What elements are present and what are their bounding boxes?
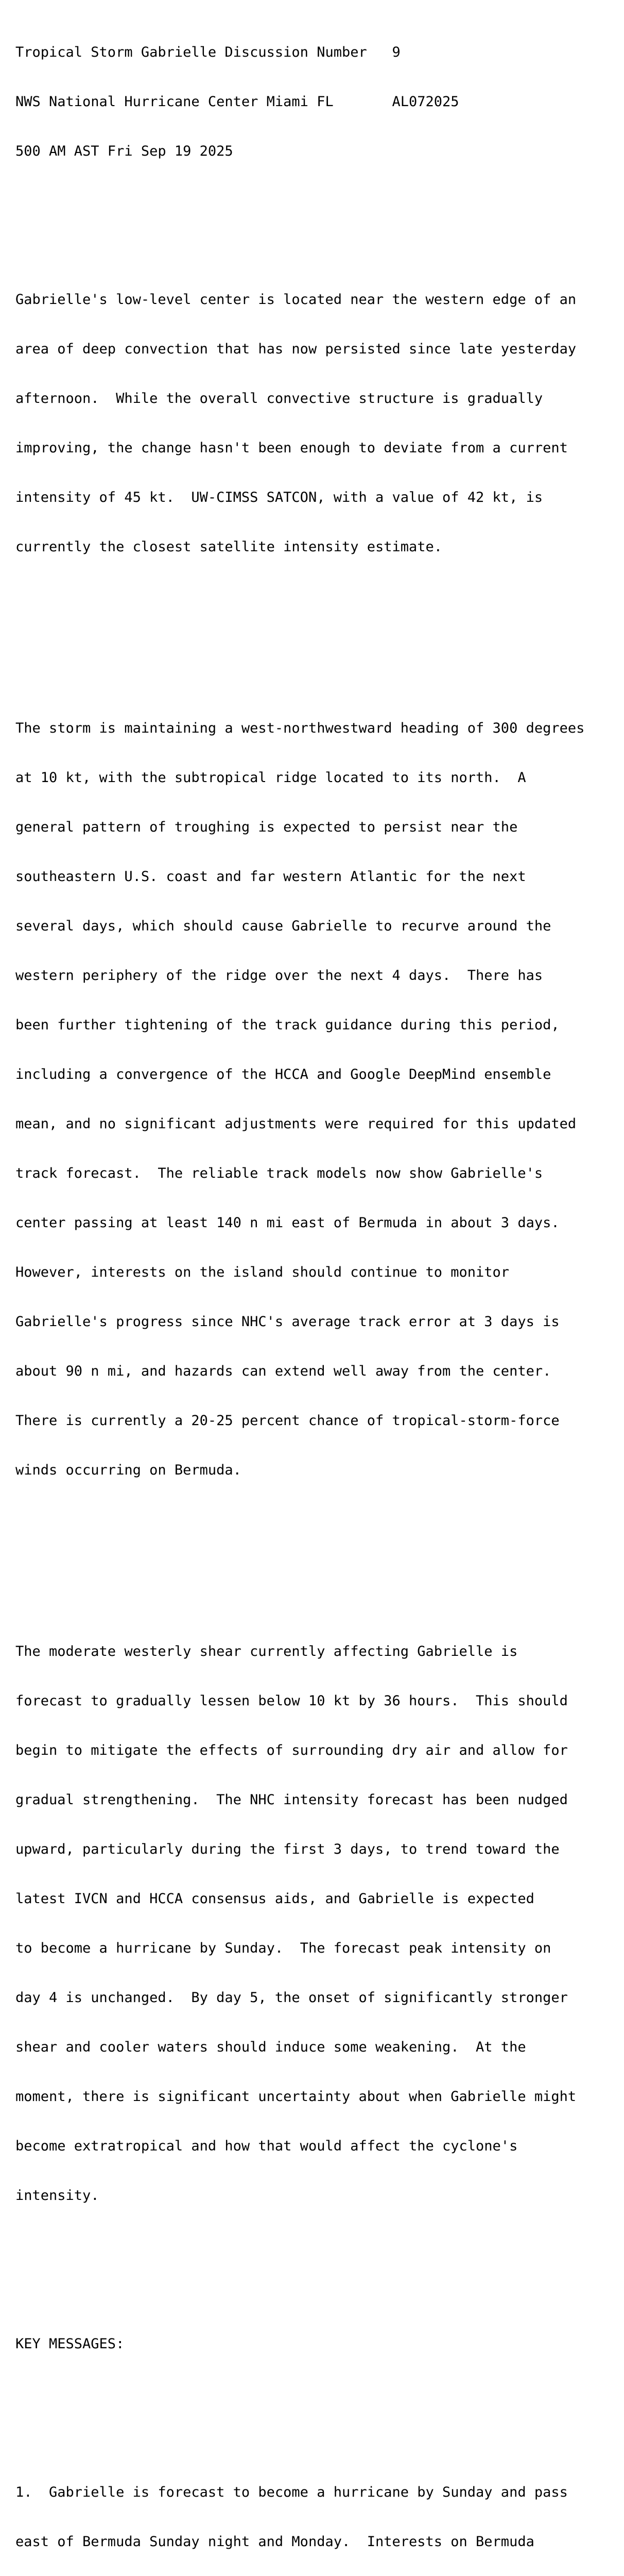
text-line: track forecast. The reliable track models now show Gabrielle's [15,1165,543,1181]
text-line: The storm is maintaining a west-northwestward heading of 300 degrees [15,720,585,736]
text-line: several days, which should cause Gabrielle to recurve around the [15,918,551,934]
blank-line [15,621,584,638]
text-line: latest IVCN and HCCA consensus aids, and Gabrielle is expected [15,1891,534,1907]
text-line: Gabrielle's progress since NHC's average track error at 3 days is [15,1314,560,1330]
text-line: center passing at least 140 n mi east of Bermuda in about 3 days. [15,1215,560,1231]
text-line: shear and cooler waters should induce some weakening. At the [15,2039,526,2055]
blank-line [15,2270,584,2286]
text-line: at 10 kt, with the subtropical ridge located to its north. A [15,770,526,786]
text-line: southeastern U.S. coast and far western Atlantic for the next [15,869,526,885]
text-line: day 4 is unchanged. By day 5, the onset of significantly stronger [15,1990,568,2006]
blank-line [15,1545,584,1561]
text-line: improving, the change hasn't been enough to deviate from a current [15,440,568,456]
paragraph-intensity-forecast [15,1611,584,2237]
text-line: western periphery of the ridge over the next 4 days. There has [15,968,543,984]
text-line: about 90 n mi, and hazards can extend well away from the center. [15,1363,551,1379]
key-message-1 [15,2451,584,2576]
text-line: east of Bermuda Sunday night and Monday. Interests on Bermuda [15,2534,534,2550]
text-line: upward, particularly during the first 3 days, to trend toward the [15,1841,560,1857]
blank-line [15,2385,584,2402]
issue-time: 500 AM AST Fri Sep 19 2025 [15,143,233,159]
paragraph-track [15,687,584,1512]
text-line: Gabrielle's low-level center is located near the western edge of an [15,292,577,308]
key-messages-heading: KEY MESSAGES: [15,2336,125,2352]
text-line: forecast to gradually lessen below 10 kt by 36 hours. This should [15,1693,568,1709]
text-line: winds occurring on Bermuda. [15,1462,241,1478]
text-line: The moderate westerly shear currently affecting Gabrielle is [15,1643,518,1659]
text-line: become extratropical and how that would affect the cyclone's [15,2138,518,2154]
text-line: begin to mitigate the effects of surrounding dry air and allow for [15,1742,568,1758]
text-line: area of deep convection that has now persisted since late yesterday [15,341,577,357]
text-line: However, interests on the island should continue to monitor [15,1264,510,1280]
text-line: afternoon. While the overall convective structure is gradually [15,391,543,406]
text-line: currently the closest satellite intensity estimate. [15,539,443,555]
text-line: intensity. [15,2188,99,2204]
text-line: including a convergence of the HCCA and Google DeepMind ensemble [15,1066,551,1082]
blank-line [15,193,584,209]
text-line: moment, there is significant uncertainty about when Gabrielle might [15,2089,577,2105]
text-line: general pattern of troughing is expected to persist near the [15,819,518,835]
text-line: gradual strengthening. The NHC intensity forecast has been nudged [15,1792,568,1808]
text-line: been further tightening of the track guidance during this period, [15,1017,560,1033]
text-line: intensity of 45 kt. UW-CIMSS SATCON, with a value of 42 kt, is [15,489,543,505]
discussion-document [15,11,584,2576]
discussion-title: Tropical Storm Gabrielle Discussion Number 9 [15,44,401,60]
paragraph-intensity [15,259,584,588]
text-line: mean, and no significant adjustments were required for this updated [15,1116,577,1132]
text-line: There is currently a 20-25 percent chance of tropical-storm-force [15,1413,560,1429]
text-line: to become a hurricane by Sunday. The forecast peak intensity on [15,1940,551,1956]
text-line: 1. Gabrielle is forecast to become a hurricane by Sunday and pass [15,2484,568,2500]
issuing-office: NWS National Hurricane Center Miami FL AL072025 [15,94,459,110]
